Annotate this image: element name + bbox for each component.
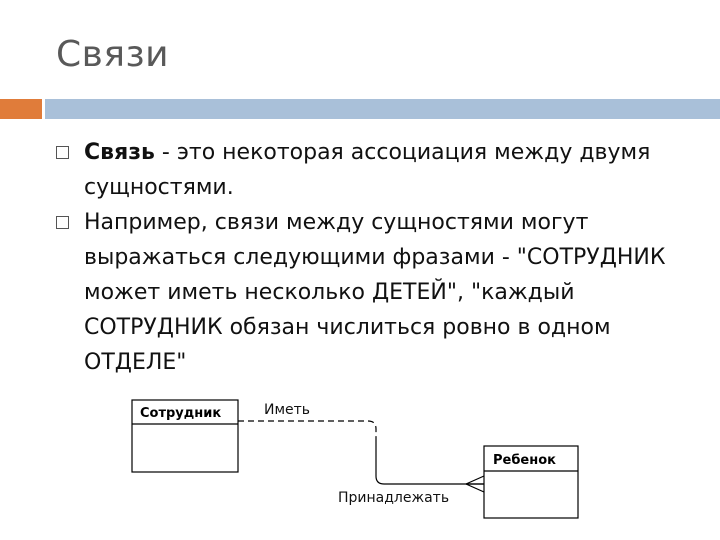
entity-box-child: [484, 446, 578, 518]
relationship-line-dashed: [238, 421, 376, 442]
bullet-text: Например, связи между сущностями могут выражаться следующими фразами - "СОТРУДНИК может иметь несколько ДЕТЕЙ", "каждый СОТРУДНИК обязан числиться ровно в одном ОТДЕЛЕ": [84, 210, 666, 375]
slide-title: Связи: [56, 34, 170, 75]
relationship-label-belong: Принадлежать: [338, 490, 450, 506]
entity-child-name: Ребенок: [493, 453, 556, 468]
accent-bar-blue: [45, 99, 720, 119]
bullet-bold-term: Связь: [84, 140, 155, 165]
bullet-item: [56, 135, 696, 205]
bullet-square-icon: [56, 146, 69, 159]
relationship-label-have: Иметь: [264, 402, 311, 418]
bullet-text: - это некоторая ассоциация между двумя сущностями.: [84, 140, 651, 200]
relationship-line-solid: [376, 442, 484, 484]
bullet-square-icon: [56, 216, 69, 229]
accent-bar-orange: [0, 99, 42, 119]
crows-foot-icon: [466, 476, 484, 492]
bullet-item: [56, 205, 696, 380]
entity-employee-name: Сотрудник: [140, 406, 222, 421]
bullet-list: [56, 135, 696, 380]
er-diagram: [0, 380, 720, 540]
entity-box-employee: [132, 400, 238, 472]
